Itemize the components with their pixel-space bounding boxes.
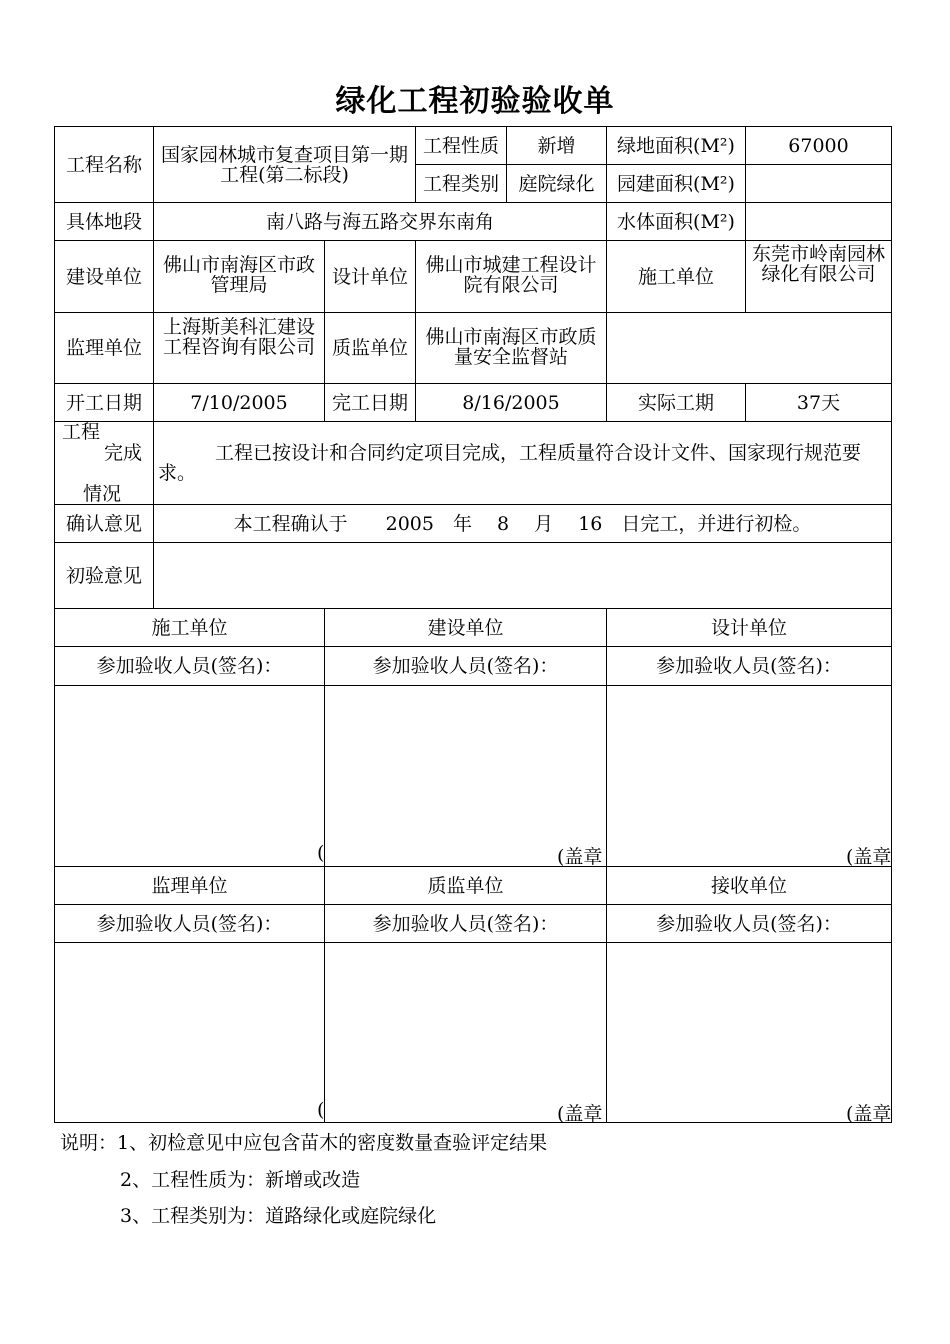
- sign-area-supervisor[interactable]: [54, 942, 325, 1123]
- builder-label: 建设单位: [54, 240, 154, 313]
- garden-area-label: 园建面积(M²): [606, 164, 746, 203]
- supervisor-value: 上海斯美科汇建设工程咨询有限公司: [153, 312, 325, 384]
- sign-unit-supervisor: 监理单位: [54, 866, 325, 905]
- project-type-label: 工程类别: [415, 164, 507, 203]
- project-name-value: 国家园林城市复查项目第一期工程(第二标段): [153, 126, 416, 203]
- completion-value: 工程已按设计和合同约定项目完成，工程质量符合设计文件、国家现行规范要求。: [153, 421, 892, 505]
- completion-label-line-2: 完成: [104, 442, 143, 464]
- section-label: 具体地段: [54, 202, 154, 241]
- sign-area-constructor[interactable]: [54, 685, 325, 867]
- sign-unit-quality: 质监单位: [324, 866, 607, 905]
- sign-members-supervisor: 参加验收人员(签名)：: [54, 904, 325, 943]
- initial-label: 初验意见: [54, 542, 154, 609]
- supervisor-label: 监理单位: [54, 312, 154, 384]
- sign-area-designer[interactable]: [606, 685, 892, 867]
- sign-unit-designer: 设计单位: [606, 608, 892, 647]
- builder-value: 佛山市南海区市政管理局: [153, 240, 325, 313]
- sign-members-quality: 参加验收人员(签名)：: [324, 904, 607, 943]
- stamp-builder: (盖章: [557, 846, 603, 868]
- sign-unit-builder: 建设单位: [324, 608, 607, 647]
- finish-date-value: 8/16/2005: [415, 383, 607, 422]
- designer-label: 设计单位: [324, 240, 416, 313]
- supervisor-blank: [606, 312, 892, 384]
- sign-unit-constructor: 施工单位: [54, 608, 325, 647]
- project-nature-label: 工程性质: [415, 126, 507, 165]
- finish-date-label: 完工日期: [324, 383, 416, 422]
- quality-label: 质监单位: [324, 312, 416, 384]
- duration-label: 实际工期: [606, 383, 746, 422]
- project-nature-value: 新增: [506, 126, 607, 165]
- sign-members-receiver: 参加验收人员(签名)：: [606, 904, 892, 943]
- stamp-supervisor: (: [317, 1099, 325, 1121]
- project-name-label: 工程名称: [54, 126, 154, 203]
- note-1: 说明：1、初检意见中应包含苗木的密度数量查验评定结果: [60, 1132, 548, 1154]
- start-date-value: 7/10/2005: [153, 383, 325, 422]
- water-area-label: 水体面积(M²): [606, 202, 746, 241]
- completion-label: [54, 421, 154, 505]
- garden-area-value: [745, 164, 892, 203]
- sign-members-builder: 参加验收人员(签名)：: [324, 646, 607, 686]
- constructor-label: 施工单位: [606, 240, 746, 313]
- project-type-value: 庭院绿化: [506, 164, 607, 203]
- stamp-constructor: (: [317, 842, 325, 864]
- duration-value: 37天: [745, 383, 892, 422]
- note-3: 3、工程类别为：道路绿化或庭院绿化: [120, 1205, 437, 1227]
- sign-members-constructor: 参加验收人员(签名)：: [54, 646, 325, 686]
- stamp-designer: (盖章: [846, 846, 892, 868]
- completion-label-line-1: 工程: [62, 421, 101, 443]
- confirm-label: 确认意见: [54, 504, 154, 543]
- stamp-quality: (盖章: [557, 1103, 603, 1125]
- sign-unit-receiver: 接收单位: [606, 866, 892, 905]
- designer-value: 佛山市城建工程设计院有限公司: [415, 240, 607, 313]
- constructor-value: 东莞市岭南园林绿化有限公司: [745, 240, 892, 313]
- start-date-label: 开工日期: [54, 383, 154, 422]
- quality-value: 佛山市南海区市政质量安全监督站: [415, 312, 607, 384]
- completion-label-line-3: 情况: [83, 483, 122, 505]
- green-area-value: 67000: [745, 126, 892, 165]
- sign-area-receiver[interactable]: [606, 942, 892, 1123]
- stamp-receiver: (盖章: [846, 1103, 892, 1125]
- sign-members-designer: 参加验收人员(签名)：: [606, 646, 892, 686]
- form-title: 绿化工程初验验收单: [335, 84, 615, 119]
- note-2: 2、工程性质为：新增或改造: [120, 1169, 361, 1191]
- sign-area-builder[interactable]: [324, 685, 607, 867]
- water-area-value: [745, 202, 892, 241]
- sign-area-quality[interactable]: [324, 942, 607, 1123]
- initial-value: [153, 542, 892, 609]
- green-area-label: 绿地面积(M²): [606, 126, 746, 165]
- confirm-value: 本工程确认于 2005 年 8 月 16 日完工，并进行初检。: [153, 504, 892, 543]
- section-value: 南八路与海五路交界东南角: [153, 202, 607, 241]
